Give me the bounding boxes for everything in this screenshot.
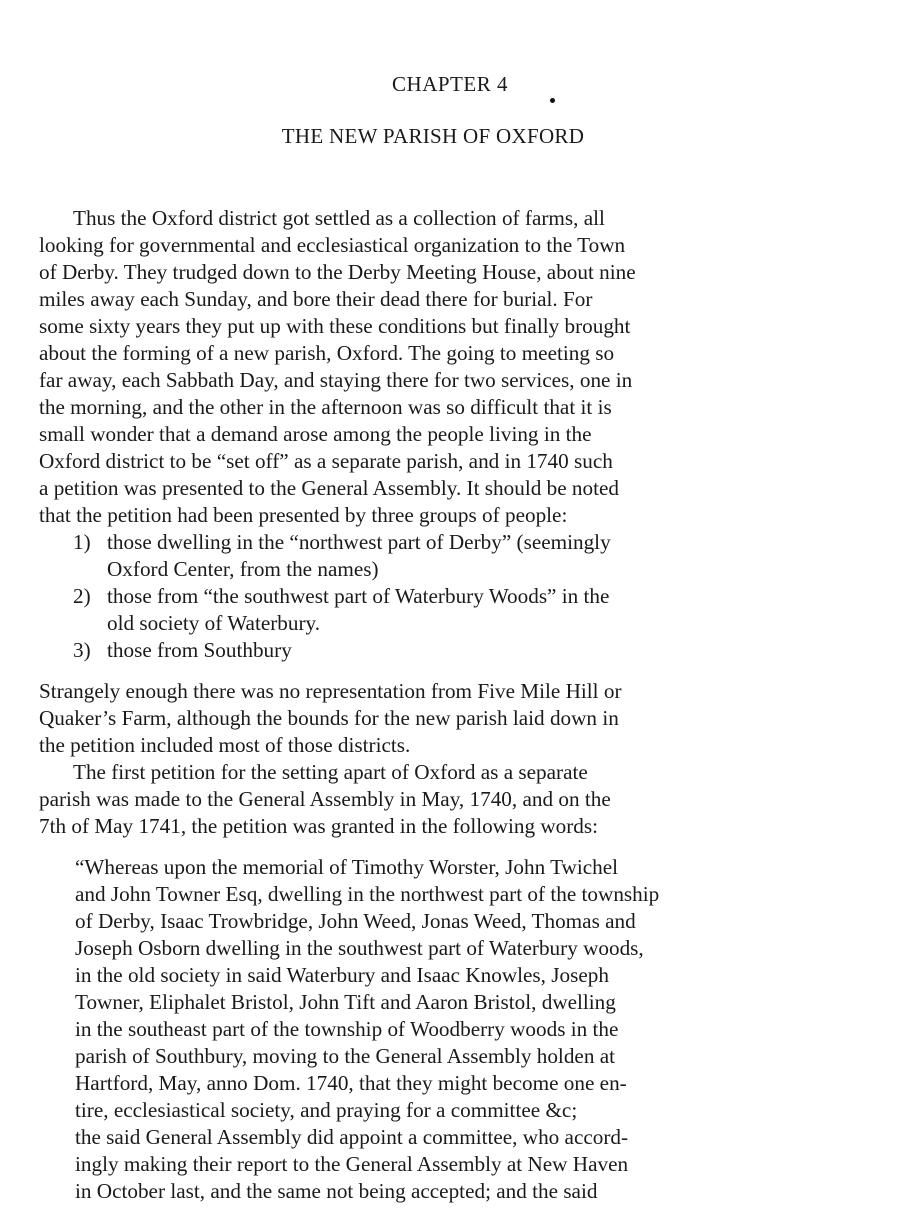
- chapter-heading: CHAPTER 4: [392, 72, 508, 96]
- text-line: small wonder that a demand arose among the people living in the: [39, 422, 592, 446]
- text-line: Joseph Osborn dwelling in the southwest part of Waterbury woods,: [75, 936, 644, 960]
- text-line: “Whereas upon the memorial of Timothy Worster, John Twichel: [75, 855, 619, 879]
- list-line: [39, 583, 859, 610]
- paragraph-2: [39, 678, 859, 759]
- list-item: [39, 637, 859, 664]
- list-item: [39, 529, 859, 583]
- stray-dot-mark: [550, 98, 555, 103]
- text-line: that the petition had been presented by three groups of people:: [39, 503, 568, 527]
- text-line: looking for governmental and ecclesiastical organization to the Town: [39, 233, 626, 257]
- text-line: The first petition for the setting apart of Oxford as a separate: [73, 760, 588, 784]
- list-text: those from “the southwest part of Waterbury Woods” in the: [107, 584, 610, 608]
- text-line: of Derby. They trudged down to the Derby Meeting House, about nine: [39, 260, 636, 284]
- list-text: those from Southbury: [107, 638, 292, 662]
- text-line: the morning, and the other in the afternoon was so difficult that it is: [39, 395, 612, 419]
- text-line: of Derby, Isaac Trowbridge, John Weed, Jonas Weed, Thomas and: [75, 909, 636, 933]
- text-line: in the old society in said Waterbury and Isaac Knowles, Joseph: [75, 963, 609, 987]
- text-line: Thus the Oxford district got settled as a collection of farms, all: [73, 206, 605, 230]
- petition-quote: [39, 854, 859, 1205]
- text-line: 7th of May 1741, the petition was granted in the following words:: [39, 814, 599, 838]
- list-number: 3): [73, 638, 91, 662]
- text-line: parish was made to the General Assembly in May, 1740, and on the: [39, 787, 611, 811]
- text-line: a petition was presented to the General Assembly. It should be noted: [39, 476, 619, 500]
- text-line: in the southeast part of the township of Woodberry woods in the: [75, 1017, 619, 1041]
- list-line: [39, 637, 859, 664]
- text-line: Hartford, May, anno Dom. 1740, that they might become one en-: [75, 1071, 627, 1095]
- paragraph-1: [39, 205, 859, 529]
- text-line: about the forming of a new parish, Oxford. The going to meeting so: [39, 341, 615, 365]
- list-number: 1): [73, 530, 91, 554]
- list-text: old society of Waterbury.: [107, 611, 321, 635]
- text-line: in October last, and the same not being accepted; and the said: [75, 1179, 598, 1203]
- groups-list: [39, 529, 859, 664]
- list-line: [39, 529, 859, 556]
- list-text: those dwelling in the “northwest part of Derby” (seemingly: [107, 530, 611, 554]
- text-line: some sixty years they put up with these conditions but finally brought: [39, 314, 631, 338]
- text-line: and John Towner Esq, dwelling in the northwest part of the township: [75, 882, 660, 906]
- text-line: the petition included most of those districts.: [39, 733, 411, 757]
- list-text: Oxford Center, from the names): [107, 557, 379, 581]
- text-line: Towner, Eliphalet Bristol, John Tift and Aaron Bristol, dwelling: [75, 990, 616, 1014]
- text-line: miles away each Sunday, and bore their dead there for burial. For: [39, 287, 593, 311]
- text-line: ingly making their report to the General Assembly at New Haven: [75, 1152, 629, 1176]
- text-line: parish of Southbury, moving to the General Assembly holden at: [75, 1044, 616, 1068]
- list-number: 2): [73, 584, 91, 608]
- text-line: Quaker’s Farm, although the bounds for the new parish laid down in: [39, 706, 619, 730]
- body-text: [39, 205, 859, 1205]
- list-item: [39, 583, 859, 637]
- page-title: THE NEW PARISH OF OXFORD: [281, 124, 585, 148]
- text-line: Oxford district to be “set off” as a separate parish, and in 1740 such: [39, 449, 613, 473]
- text-line: far away, each Sabbath Day, and staying there for two services, one in: [39, 368, 633, 392]
- paragraph-3: [39, 759, 859, 840]
- text-line: Strangely enough there was no representation from Five Mile Hill or: [39, 679, 622, 703]
- text-line: tire, ecclesiastical society, and praying for a committee &c;: [75, 1098, 578, 1122]
- text-line: the said General Assembly did appoint a committee, who accord-: [75, 1125, 629, 1149]
